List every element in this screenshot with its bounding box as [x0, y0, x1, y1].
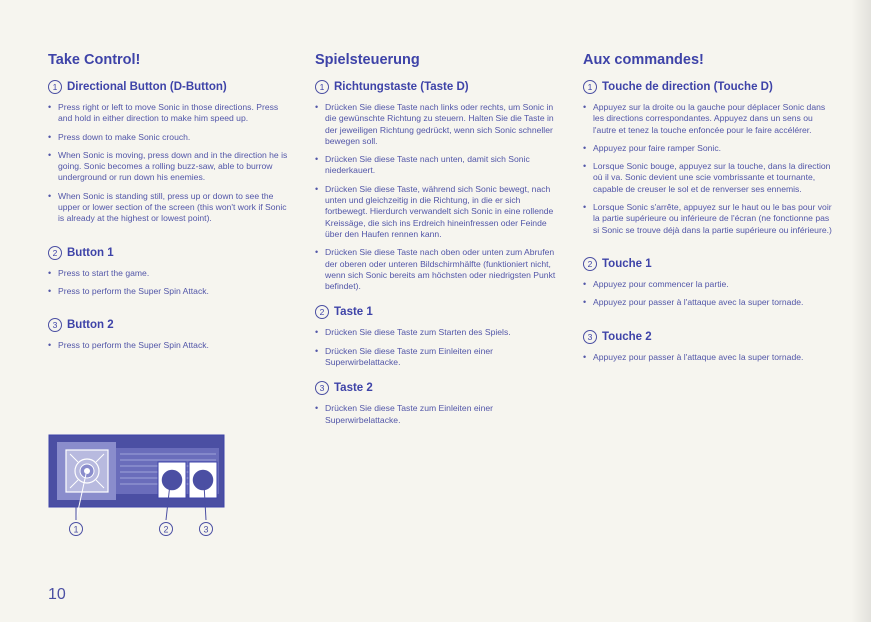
bullet-item: • Drücken Sie diese Taste zum Starten des Spiels.	[315, 327, 565, 338]
circled-number: 1	[583, 80, 597, 94]
bullet-list	[48, 102, 288, 225]
bullet-item: • Appuyez pour commencer la partie.	[583, 279, 833, 290]
bullet-item: • Press to perform the Super Spin Attack.	[48, 286, 288, 297]
bullet-list	[315, 102, 565, 292]
bullet-item: • Press down to make Sonic crouch.	[48, 132, 288, 143]
section-heading-button-1	[48, 246, 288, 260]
bullet-list	[315, 327, 565, 368]
callout-label: 2	[163, 524, 169, 535]
bullet-item: • Drücken Sie diese Taste nach oben oder unten zum Abrufen der oberen oder unteren Bildschirmhälfte (funktioniert nicht, wenn sich Sonic bereits am höchsten oder niedrigsten Punkt befindet).	[315, 247, 565, 292]
section-heading-button-2	[48, 318, 288, 332]
callout-label: 1	[73, 524, 79, 535]
circled-number: 1	[315, 80, 329, 94]
column-french	[583, 52, 833, 370]
bullet-item: • Drücken Sie diese Taste nach unten, damit sich Sonic niederkauert.	[315, 154, 565, 177]
callout-label: 3	[203, 524, 209, 535]
controller-illustration	[48, 434, 228, 540]
bullet-item: • Drücken Sie diese Taste nach links oder rechts, um Sonic in die gewünschte Richtung zu steuern. Halten Sie die Taste in der jeweiligen Richtung gedrückt, wenn sich Sonic schneller bewegen soll.	[315, 102, 565, 147]
bullet-list	[583, 279, 833, 309]
bullet-item: • Press to perform the Super Spin Attack.	[48, 340, 288, 351]
section-heading-text: Touche 2	[602, 330, 652, 343]
bullet-list	[48, 268, 288, 298]
bullet-list	[315, 403, 565, 426]
section-heading-text: Button 1	[67, 246, 114, 259]
circled-number: 2	[583, 257, 597, 271]
column-title: Take Control!	[48, 52, 141, 68]
section-heading-text: Richtungstaste (Taste D)	[334, 81, 469, 93]
button-2-icon	[189, 462, 217, 498]
column-english	[48, 52, 288, 359]
circled-number: 3	[583, 330, 597, 344]
page-number: 10	[48, 586, 66, 603]
bullet-item: • Lorsque Sonic s'arrête, appuyez sur le haut ou le bas pour voir la partie supérieure ou inférieure de l'écran (ne fonctionne pas si Sonic se trouve déjà dans la partie supérieure ou inférieure.)	[583, 202, 833, 236]
section-heading-text: Taste 2	[334, 382, 373, 395]
bullet-list	[583, 352, 833, 363]
circled-number: 3	[315, 381, 329, 395]
bullet-item: • Drücken Sie diese Taste zum Einleiten einer Superwirbelattacke.	[315, 346, 565, 369]
section-heading-text: Directional Button (D-Button)	[67, 81, 227, 93]
bullet-item: • Press right or left to move Sonic in those directions. Press and hold in either direction to make him speed up.	[48, 102, 288, 125]
column-title: Spielsteuerung	[315, 52, 420, 68]
bullet-item: • When Sonic is moving, press down and in the direction he is going. Sonic becomes a rolling buzz-saw, able to burrow underground or run down his enemies.	[48, 150, 288, 184]
callout-2	[160, 523, 173, 536]
column-title: Aux commandes!	[583, 52, 704, 68]
section-heading-taste-1	[315, 305, 565, 319]
page-edge-shadow	[851, 0, 871, 622]
section-heading-touche-1	[583, 257, 833, 271]
section-heading-text: Button 2	[67, 319, 114, 332]
section-heading-directional-button	[48, 80, 288, 94]
bullet-item: • When Sonic is standing still, press up or down to see the upper or lower section of the screen (this won't work if Sonic is already at the highest or lowest point).	[48, 191, 288, 225]
circled-number: 1	[48, 80, 62, 94]
callout-1	[70, 523, 83, 536]
column-german	[315, 52, 565, 433]
bullet-item: • Drücken Sie diese Taste, während sich Sonic bewegt, nach unten und gleichzeitig in die Richtung, in die er sich fortbewegt. Hierdurch verwandelt sich Sonic in eine rollende Kreissäge, die sich ins Erdreich hineinfressen oder Feinde über den Haufen rennen kann.	[315, 184, 565, 240]
section-heading-text: Taste 1	[334, 306, 373, 319]
bullet-item: • Appuyez pour faire ramper Sonic.	[583, 143, 833, 154]
bullet-item: • Lorsque Sonic bouge, appuyez sur la touche, dans la direction où il va. Sonic devient une scie vombrissante et tournante, capable de creuser le sol et de renverser ses ennemis.	[583, 161, 833, 195]
circled-number: 3	[48, 318, 62, 332]
section-heading-text: Touche 1	[602, 257, 652, 270]
d-pad-icon	[66, 450, 108, 492]
circled-number: 2	[315, 305, 329, 319]
button-1-icon	[158, 462, 186, 498]
section-heading-richtungstaste	[315, 80, 565, 94]
bullet-item: • Appuyez sur la droite ou la gauche pour déplacer Sonic dans les directions correspondantes. Appuyez dans un sens ou l'autre et tenez la touche enfoncée pour le faire accélérer.	[583, 102, 833, 136]
section-heading-taste-2	[315, 381, 565, 395]
section-heading-text: Touche de direction (Touche D)	[602, 81, 773, 93]
bullet-item: • Appuyez pour passer à l'attaque avec la super tornade.	[583, 352, 833, 363]
callout-3	[200, 523, 213, 536]
bullet-list	[583, 102, 833, 236]
bullet-item: • Drücken Sie diese Taste zum Einleiten einer Superwirbelattacke.	[315, 403, 565, 426]
circled-number: 2	[48, 246, 62, 260]
section-heading-touche-2	[583, 330, 833, 344]
bullet-list	[48, 340, 288, 351]
section-heading-touche-direction	[583, 80, 833, 94]
bullet-item: • Appuyez pour passer à l'attaque avec la super tornade.	[583, 297, 833, 308]
bullet-item: • Press to start the game.	[48, 268, 288, 279]
